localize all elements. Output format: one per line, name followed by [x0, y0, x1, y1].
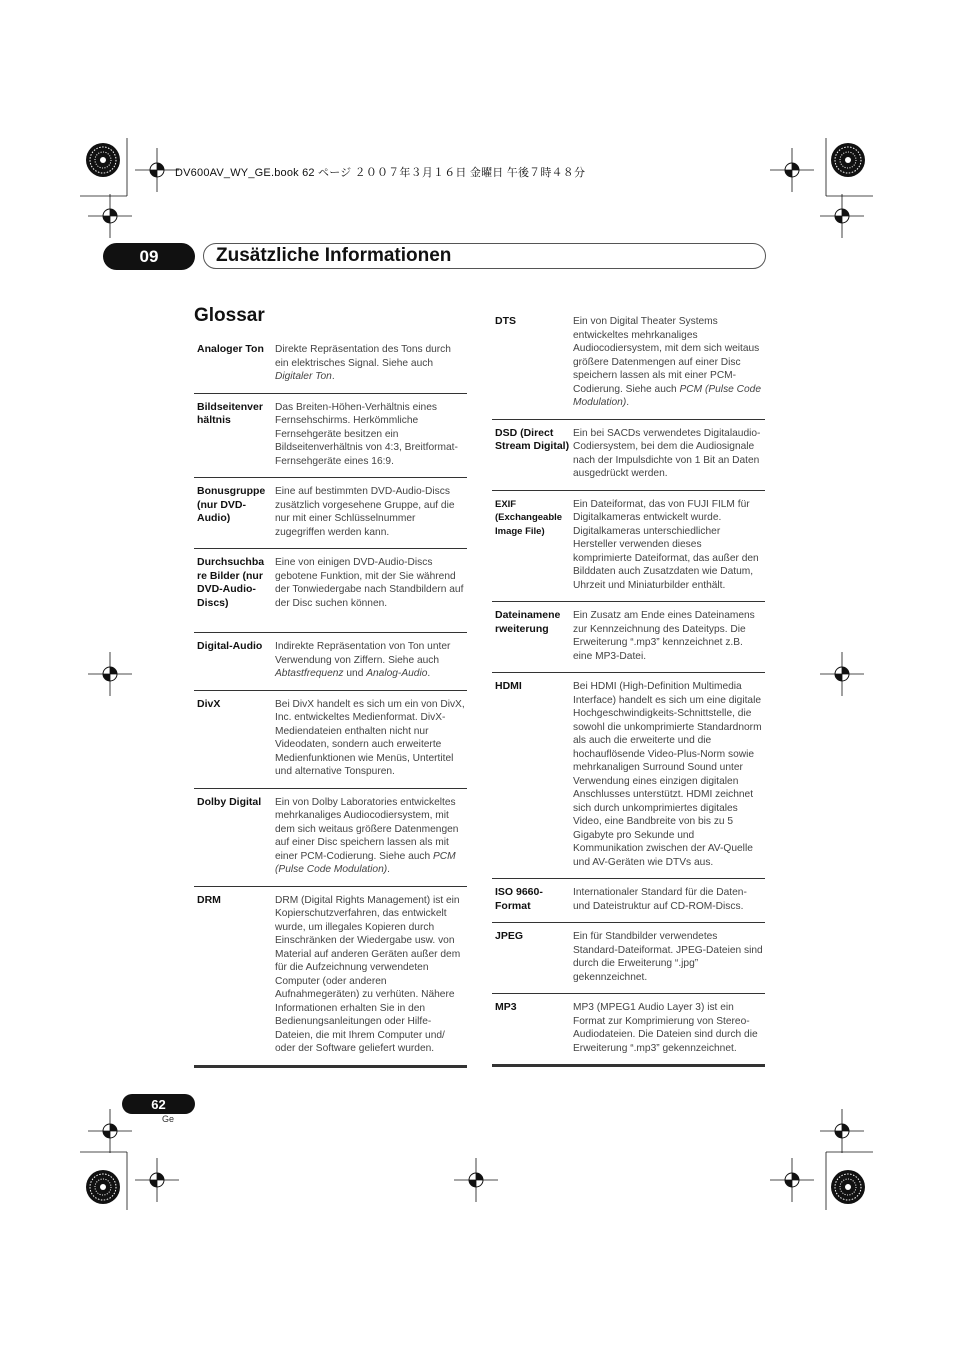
- glossary-term: Analoger Ton: [197, 343, 264, 355]
- glossary-term: Durchsuchba re Bilder (nur DVD-Audio-Discs): [197, 556, 265, 609]
- glossary-term: JPEG: [495, 930, 524, 942]
- glossary-entry: [194, 394, 467, 479]
- cross-reference: Abtastfrequenz: [275, 668, 344, 679]
- glossary-definition: Ein von Dolby Laboratories entwickeltes mehrkanaliges Audiocodiersystem, mit dem sich weitaus größere Datenmengen auf einer Disc speichern lassen als mit einer PCM-Codierung. Siehe auch PCM (Pulse Code Modulation).: [275, 796, 459, 875]
- glossary-entry: [492, 923, 765, 994]
- glossary-entry: [492, 602, 765, 673]
- glossary-entry: [492, 308, 765, 420]
- glossary-term: Digital-Audio: [197, 640, 263, 652]
- glossary-term: DivX: [197, 697, 221, 710]
- glossary-entry: [492, 673, 765, 879]
- glossary-term: Bonusgruppe (nur DVD-Audio): [197, 485, 266, 524]
- glossary-term: EXIF (Exchangeable Image File): [495, 498, 563, 537]
- glossary-definition: Internationaler Standard für die Daten- und Dateistruktur auf CD-ROM-Discs.: [573, 887, 747, 912]
- glossary-definition: DRM (Digital Rights Management) ist ein Kopierschutzverfahren, das entwickelt wurde, um illegales Kopieren durch Einschränken der Wiedergabe usw. von Material auf anderen Geräten außer dem für die Aufzeichnung verwendeten Computer (oder anderen Aufnahmegeräten) zu verhüten. Nähere Informationen erhalten Sie in den Bedienungsanleitungen oder Hilfe-Dateien, die mit Ihrem Computer und/ oder der Software geliefert wurden.: [275, 894, 461, 1054]
- chapter-title-text: Zusätzliche Informationen: [216, 245, 452, 266]
- glossary-term: ISO 9660-Format: [495, 886, 543, 912]
- glossary-entry: [492, 879, 765, 923]
- glossary-entry: [194, 633, 467, 691]
- glossary-entry: [194, 887, 467, 1068]
- glossary-definition: Ein für Standbilder verwendetes Standard-Dateiformat. JPEG-Dateien sind durch die Erweiterung “.jpg” gekennzeichnet.: [573, 931, 763, 983]
- glossary-term: DSD (Direct Stream Digital): [495, 426, 570, 452]
- glossary-left-column: [194, 336, 467, 1068]
- glossary-term: Bildseitenver hältnis: [197, 400, 263, 426]
- glossary-entry: [194, 478, 467, 549]
- glossary-entry: [492, 491, 765, 603]
- glossary-entry: [492, 994, 765, 1067]
- glossary-term: MP3: [495, 1001, 517, 1013]
- glossary-definition: Direkte Repräsentation des Tons durch ein elektrisches Signal. Siehe auch Digitaler Ton.: [275, 344, 451, 382]
- cross-reference: PCM (Pulse Code Modulation): [573, 383, 762, 408]
- cross-reference: PCM (Pulse Code Modulation): [275, 850, 456, 875]
- chapter-title: [203, 243, 766, 269]
- glossary-entry: [194, 691, 467, 789]
- glossary-definition: Eine von einigen DVD-Audio-Discs gebotene Funktion, mit der Sie während der Tonwiedergabe nach Standbildern auf der Disc suchen können.: [275, 557, 464, 609]
- glossary-entry: [194, 336, 467, 394]
- glossary-entry: [492, 420, 765, 491]
- cross-reference: Digitaler Ton: [275, 371, 332, 382]
- glossary-term: DRM: [197, 893, 221, 906]
- cross-reference: Analog-Audio: [366, 668, 428, 679]
- glossary-definition: Eine auf bestimmten DVD-Audio-Discs zusätzlich vorgesehene Gruppe, auf die nur mit einer Schlüsselnummer zugegriffen werden kann.: [275, 486, 455, 538]
- section-title: Glossar: [194, 305, 265, 326]
- print-header: DV600AV_WY_GE.book 62 ページ ２００７年３月１６日 金曜日 午後７時４８分: [175, 167, 586, 179]
- glossary-term: Dolby Digital: [197, 795, 262, 808]
- glossary-definition: Das Breiten-Höhen-Verhältnis eines Fernsehschirms. Herkömmliche Fernsehgeräte besitzen ein Bildseitenverhältnis von 4:3, Breitformat-Fernsehgeräte eines 16:9.: [275, 401, 458, 467]
- glossary-right-column: [492, 308, 765, 1067]
- glossary-definition: Indirekte Repräsentation von Ton unter Verwendung von Ziffern. Siehe auch Abtastfrequenz und Analog-Audio.: [275, 641, 451, 679]
- glossary-term: HDMI: [495, 680, 522, 692]
- glossary-definition: Ein Dateiformat, das von FUJI FILM für Digitalkameras entwickelt wurde. Digitalkameras unterschiedlicher Hersteller verwenden dieses komprimierte Dateiformat, das außer den Bilddaten auch Zusatzdaten wie Datum, Uhrzeit und Miniaturbilder enthält.: [573, 498, 759, 591]
- glossary-term: Dateinamene rweiterung: [495, 609, 561, 635]
- glossary-term: DTS: [495, 315, 516, 327]
- page-number: 62: [122, 1094, 195, 1114]
- chapter-number: 09: [103, 243, 195, 270]
- glossary-definition: Ein bei SACDs verwendetes Digitalaudio-Codiersystem, bei dem die Audiosignale nach der Impulsdichte von 1 Bit an Daten ausgedrückt werden.: [573, 427, 761, 479]
- page-language: Ge: [162, 1114, 175, 1124]
- glossary-entry: [194, 549, 467, 633]
- glossary-definition: MP3 (MPEG1 Audio Layer 3) ist ein Format zur Komprimierung von Stereo-Audiodateien. Die Dateien sind durch die Erweiterung “.mp3” gekennzeichnet.: [573, 1002, 758, 1054]
- glossary-entry: [194, 789, 467, 887]
- glossary-definition: Ein von Digital Theater Systems entwickeltes mehrkanaliges Audiocodiersystem, mit dem sich weitaus größere Datenmengen auf einer Disc speichern lassen als mit einer PCM-Codierung. Siehe auch PCM (Pulse Code Modulation).: [573, 316, 762, 408]
- glossary-definition: Bei DivX handelt es sich um ein von DivX, Inc. entwickeltes Medienformat. DivX-Mediendateien enthalten nicht nur Videodaten, sondern auch erweiterte Medienfunktionen wie Menüs, Untertitel und alternative Tonspuren.: [275, 698, 465, 777]
- glossary-definition: Ein Zusatz am Ende eines Dateinamens zur Kennzeichnung des Dateityps. Die Erweiterung “.mp3” kennzeichnet z.B. eine MP3-Datei.: [573, 610, 755, 662]
- glossary-definition: Bei HDMI (High-Definition Multimedia Interface) handelt es sich um eine digitale Hochgeschwindigkeits-Schnittstelle, die sowohl die unkomprimierte Standardnorm als auch die erweiterte und die hochauflösende Video-Plus-Norm sowie mehrkanaligen Surround Sound unter Verwendung eines einzigen digitalen Anschlusses unterstützt. HDMI zeichnet sich durch unkomprimiertes digitales Video, eine Bandbreite von bis zu 5 Gigabyte pro Sekunde und Kommunikation zwischen der AV-Quelle und AV-Geräten wie DTVs aus.: [573, 681, 762, 868]
